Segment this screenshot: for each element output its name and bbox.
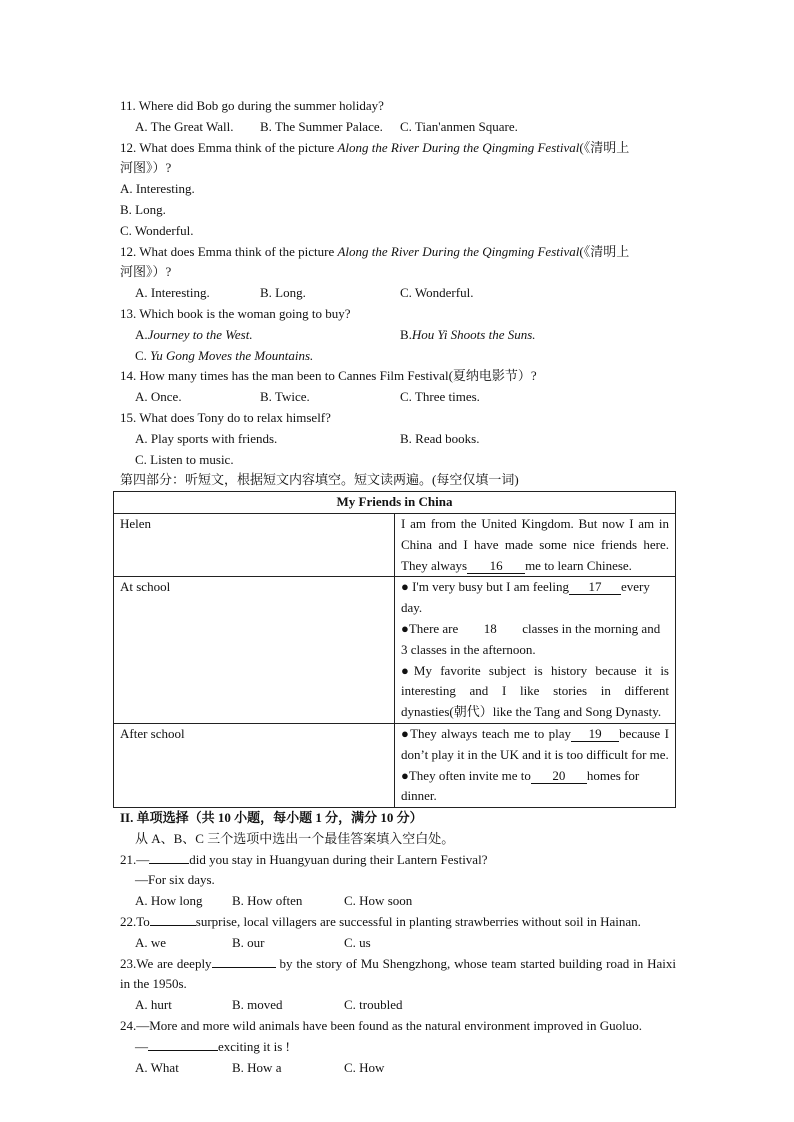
option-a: A. hurt xyxy=(135,997,172,1013)
option-b: B.Hou Yi Shoots the Suns. xyxy=(400,326,536,342)
option-c: C. How xyxy=(344,1059,385,1075)
question-15-stem: 15. What does Tony do to relax himself? xyxy=(120,409,331,425)
option-c: C. Tian'anmen Square. xyxy=(400,118,518,134)
question-14-options xyxy=(120,387,676,408)
answer-blank xyxy=(150,913,196,926)
question-11-options xyxy=(120,117,676,138)
option-c: C. us xyxy=(344,934,371,950)
option-a: A.Journey to the West. xyxy=(135,326,253,342)
question-24-stem: 24.—More and more wild animals have been found as the natural environment improved in Guoluo. xyxy=(120,1018,643,1034)
option-b: B. Long. xyxy=(120,201,166,217)
row-label: At school xyxy=(114,577,395,724)
question-12-stem-cont: 河图》）? xyxy=(120,160,172,176)
option-c: C. Listen to music. xyxy=(135,451,234,467)
question-24-options xyxy=(120,1058,676,1079)
option-c: C. How soon xyxy=(344,893,413,909)
friends-table xyxy=(113,491,676,808)
part-4-heading: 第四部分：听短文，根据短文内容填空。短文读两遍。(每空仅填一词) xyxy=(120,472,519,488)
blank-17: 17 xyxy=(569,580,621,595)
option-b: B. How a xyxy=(232,1059,282,1075)
option-a: A. Once. xyxy=(135,389,182,405)
option-a: A. Play sports with friends. xyxy=(135,430,278,446)
option-b: B. our xyxy=(232,934,265,950)
question-21-options xyxy=(120,891,676,912)
section-2-heading: II. 单项选择（共 10 小题，每小题 1 分，满分 10 分） xyxy=(120,810,423,826)
question-13-stem: 13. Which book is the woman going to buy? xyxy=(120,305,351,321)
option-c: C. Three times. xyxy=(400,389,480,405)
table-row-helen xyxy=(114,513,676,576)
blank-20: 20 xyxy=(531,769,587,784)
option-c: C. troubled xyxy=(344,997,403,1013)
row-content: I am from the United Kingdom. But now I am in China and I have made some nice friends here. They always 16 me to learn Chinese. xyxy=(395,513,676,576)
question-23-options xyxy=(120,995,676,1016)
option-a: A. Interesting. xyxy=(120,181,195,197)
question-11-stem: 11. Where did Bob go during the summer holiday? xyxy=(120,98,384,113)
row-content: ● I'm very busy but I am feeling 17 every day. ●There are 18 classes in the morning and 3 classes in the afternoon. ●My favorite subject is history because it is interesting and I like stories in different dynasties(朝代）like the Tang and Song Dynasty. xyxy=(395,577,676,724)
table-row-school xyxy=(114,577,676,724)
exam-page xyxy=(120,96,676,1078)
row-label: Helen xyxy=(114,513,395,576)
table-row-after-school xyxy=(114,723,676,807)
question-12-stem-repeat-cont: 河图》）? xyxy=(120,264,172,280)
question-14-stem: 14. How many times has the man been to Cannes Film Festival(夏纳电影节）? xyxy=(120,368,537,384)
option-a: A. How long xyxy=(135,893,203,909)
option-a: A. Interesting. xyxy=(135,285,210,301)
option-b: B. Long. xyxy=(260,285,306,301)
question-12-stem-repeat: 12. What does Emma think of the picture Along the River During the Qingming Festival(《清明上 xyxy=(120,243,630,259)
option-b: B. How often xyxy=(232,893,303,909)
question-12-stem: 12. What does Emma think of the picture Along the River During the Qingming Festival(《清明上 xyxy=(120,139,630,155)
question-21-stem: 21.— did you stay in Huangyuan during their Lantern Festival? xyxy=(120,851,488,867)
answer-blank xyxy=(148,1038,218,1051)
blank-18: 18 xyxy=(483,620,497,636)
blank-16: 16 xyxy=(467,559,525,574)
option-c: C. Wonderful. xyxy=(120,222,194,238)
answer-blank xyxy=(212,955,276,968)
question-13-options xyxy=(120,325,676,346)
answer-blank xyxy=(149,851,189,864)
question-12-options xyxy=(120,283,676,304)
blank-19: 19 xyxy=(571,727,619,742)
option-a: A. What xyxy=(135,1059,179,1075)
option-a: A. The Great Wall. xyxy=(135,118,234,134)
painting-title: Along the River During the Qingming Festival xyxy=(337,243,580,259)
option-a: A. we xyxy=(135,934,167,950)
option-c: C. Yu Gong Moves the Mountains. xyxy=(135,347,314,363)
option-b: B. The Summer Palace. xyxy=(260,118,383,134)
option-b: B. moved xyxy=(232,997,283,1013)
painting-title: Along the River During the Qingming Festival xyxy=(337,139,580,155)
question-21-reply: —For six days. xyxy=(135,872,215,888)
row-label: After school xyxy=(114,723,395,807)
question-15-options xyxy=(120,429,676,450)
question-23-stem: 23.We are deeply by the story of Mu Shengzhong, whose team started building road in Haixi in the 1950s. xyxy=(120,955,676,992)
table-title: My Friends in China xyxy=(114,492,676,514)
row-content: ●They always teach me to play 19 because I don’t play it in the UK and it is too difficult for me. ●They often invite me to 20 homes for dinner. xyxy=(395,723,676,807)
question-22-stem: 22.To surprise, local villagers are successful in planting strawberries without soil in Hainan. xyxy=(120,914,641,930)
section-2-instruction: 从 A、B、C 三个选项中选出一个最佳答案填入空白处。 xyxy=(135,830,455,846)
option-b: B. Twice. xyxy=(260,389,310,405)
option-b: B. Read books. xyxy=(400,430,480,446)
question-24-reply: — exciting it is ! xyxy=(135,1038,290,1054)
question-22-options xyxy=(120,933,676,954)
option-c: C. Wonderful. xyxy=(400,285,474,301)
